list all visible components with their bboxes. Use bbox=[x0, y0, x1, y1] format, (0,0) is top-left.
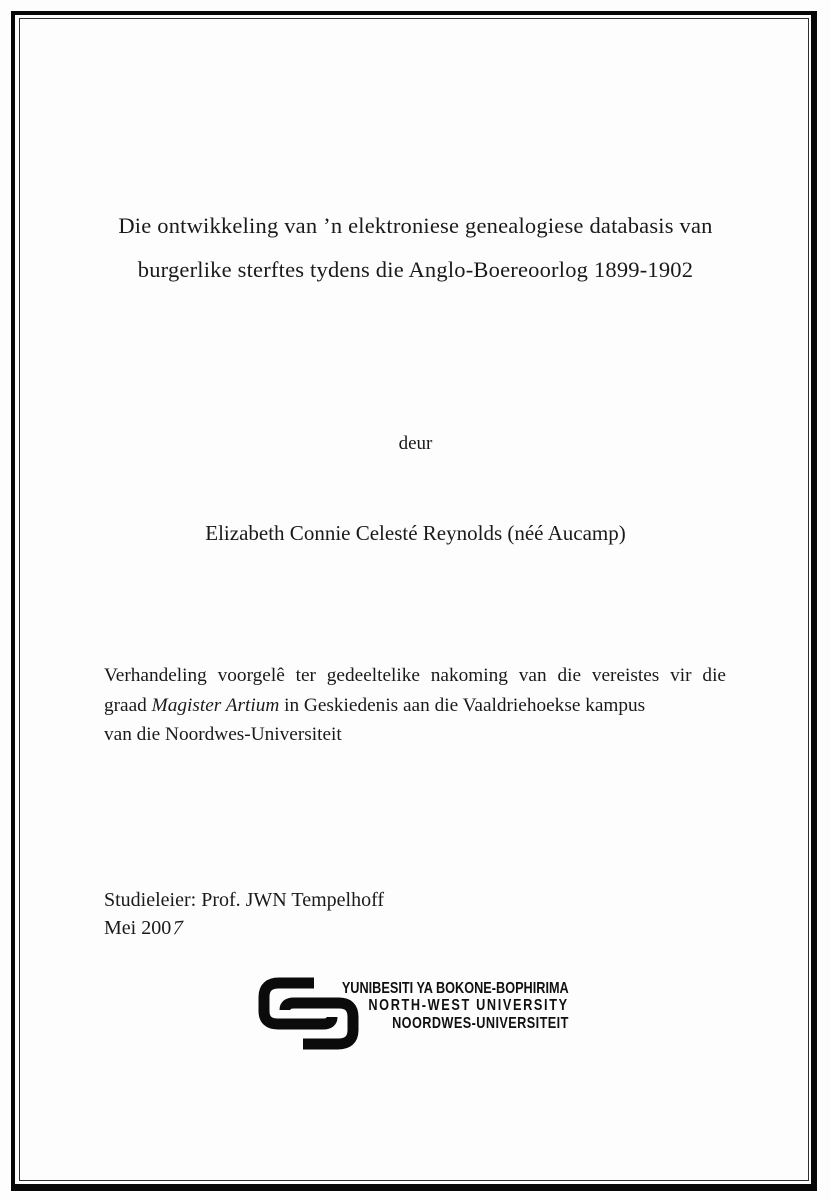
thesis-title-line-2: burgerlike sterftes tydens die Anglo-Boereoorlog 1899-1902 bbox=[137, 257, 694, 282]
degree-statement-line-3: van die Noordwes-Universiteit bbox=[104, 724, 342, 745]
degree-name-italic: Magister Artium bbox=[151, 694, 280, 716]
supervisor-and-date bbox=[104, 887, 384, 942]
degree-statement-line-1: Verhandeling voorgelê ter gedeeltelike nakoming van die vereistes vir die bbox=[104, 665, 726, 686]
university-name-english: NORTH-WEST UNIVERSITY bbox=[368, 997, 569, 1015]
degree-statement bbox=[104, 661, 726, 750]
author-name: Elizabeth Connie Celesté Reynolds (néé Aucamp) bbox=[205, 521, 626, 545]
university-wordmark bbox=[342, 980, 569, 1032]
date-line bbox=[104, 915, 384, 943]
supervisor-line: Studieleier: Prof. JWN Tempelhoff bbox=[104, 889, 385, 911]
university-name-setswana: YUNIBESITI YA BOKONE-BOPHIRIMA bbox=[342, 980, 569, 997]
thesis-title-line-1: Die ontwikkeling van ’n elektroniese genealogiese databasis van bbox=[118, 213, 713, 238]
degree-statement-line-2-prefix: graad bbox=[104, 694, 152, 716]
degree-statement-line-2 bbox=[104, 691, 726, 721]
university-name-afrikaans: NOORDWES-UNIVERSITEIT bbox=[392, 1014, 569, 1032]
byline-preposition: deur bbox=[398, 433, 433, 454]
date-last-digit: 7 bbox=[170, 916, 186, 939]
date-prefix: Mei 200 bbox=[104, 916, 172, 939]
degree-statement-line-2-suffix: in Geskiedenis aan die Vaaldriehoekse kampus bbox=[279, 694, 646, 716]
thesis-title bbox=[70, 204, 761, 292]
